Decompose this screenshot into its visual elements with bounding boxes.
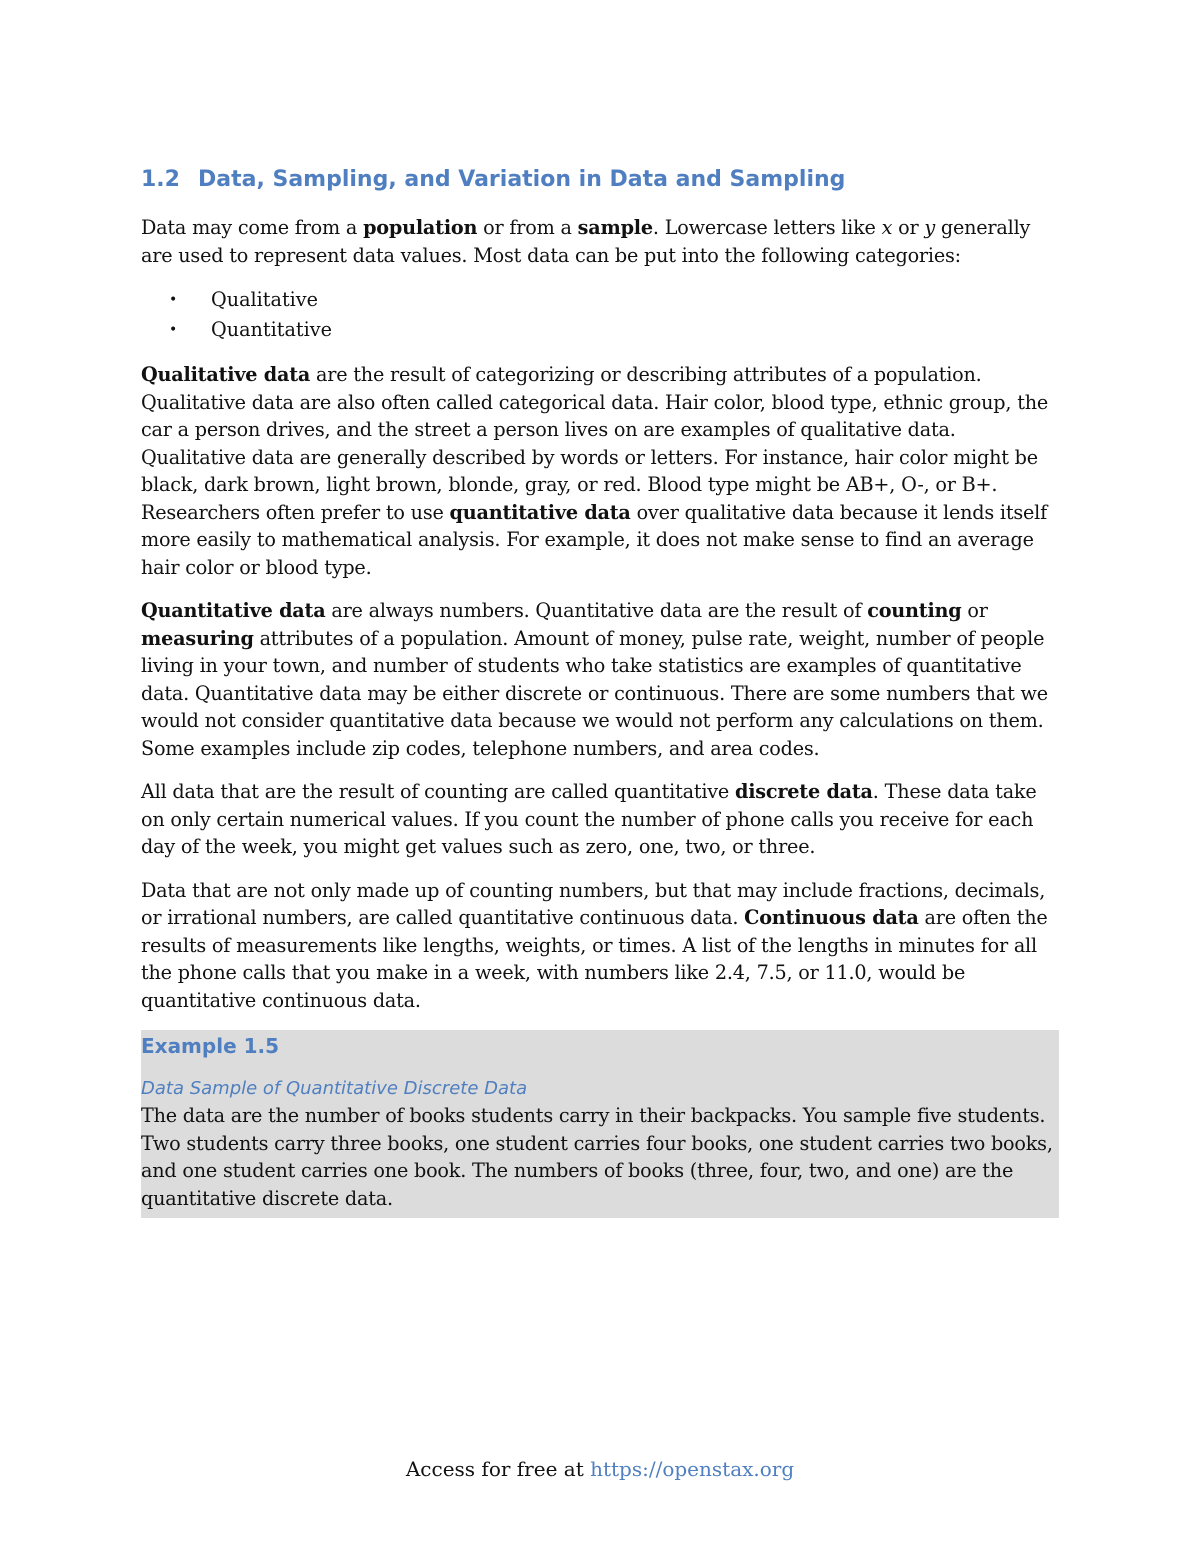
body-text: are often the results of measurements like lengths, weights, or times. A list of the lengths in minutes for all the phone calls that you make in a week, with numbers like 2.4, 7.5, or 11.0, would be quantitative continuous data. [141, 906, 1048, 1012]
body-text: or [961, 599, 988, 622]
variable-y: y [924, 216, 935, 239]
section-number: 1.2 [141, 167, 180, 192]
quantitative-paragraph [141, 597, 1061, 762]
discrete-paragraph [141, 778, 1061, 861]
intro-paragraph [141, 214, 1061, 269]
intro-text: or from a [477, 216, 578, 239]
bullet-icon: • [169, 292, 178, 308]
intro-text: . Lowercase letters like [652, 216, 882, 239]
example-body: The data are the number of books students carry in their backpacks. You sample five students. Two students carry three books, one student carries four books, one student carries two books, and one student carries one book. The numbers of books (three, four, two, and one) are the quantitative discrete data. [141, 1104, 1053, 1210]
term-population: population [363, 216, 478, 239]
example-label: Example 1.5 [141, 1034, 280, 1058]
body-text: All data that are the result of counting are called quantitative [141, 780, 735, 803]
intro-text: Data may come from a [141, 216, 364, 239]
openstax-link[interactable]: https://openstax.org [590, 1457, 795, 1481]
bullet-icon: • [169, 322, 178, 338]
term-discrete-data: discrete data [734, 780, 873, 803]
document-page [141, 160, 1061, 1218]
example-subtitle: Data Sample of Quantitative Discrete Data [141, 1078, 528, 1099]
body-text: . These data take on only certain numerical values. If you count the number of phone calls you receive for each day of the week, you might get values such as zero, one, two, or three. [141, 780, 1037, 858]
body-text: are the result of categorizing or describing attributes of a population. Qualitative data are also often called categorical data. Hair color, blood type, ethnic group, the car a person drives, and the street a person lives on are examples of qualitative data. Qualitative data are generally described by words or letters. For instance, hair color might be black, dark brown, light brown, blonde, gray, or red. Blood type might be AB+, O-, or B+. Researchers often prefer to use [141, 363, 1049, 524]
body-text: attributes of a population. Amount of money, pulse rate, weight, number of people living in your town, and number of students who take statistics are examples of quantitative data. Quantitative data may be either discrete or continuous. There are some numbers that we would not consider quantitative data because we would not perform any calculations on them. Some examples include zip codes, telephone numbers, and area codes. [141, 626, 1048, 760]
list-item-label: Qualitative [211, 288, 318, 311]
term-sample: sample [577, 216, 653, 239]
body-text: are always numbers. Quantitative data are the result of [325, 599, 868, 622]
body-text: over qualitative data because it lends itself more easily to mathematical analysis. For example, it does not make sense to find an average hair color or blood type. [141, 500, 1047, 579]
section-heading [141, 160, 1061, 200]
page-footer [0, 1454, 1200, 1484]
list-item [141, 315, 1061, 345]
category-list [141, 285, 1061, 345]
list-item-label: Quantitative [211, 318, 332, 341]
term-quantitative-data: quantitative data [449, 500, 631, 524]
term-measuring: measuring [141, 626, 254, 650]
example-box [141, 1030, 1059, 1218]
intro-text: generally are used to represent data values. Most data can be put into the following categories: [141, 216, 1031, 267]
term-continuous-data: Continuous data [744, 906, 919, 929]
section-title: Data, Sampling, and Variation in Data and Sampling [197, 167, 846, 192]
continuous-paragraph [141, 877, 1061, 1015]
qualitative-paragraph [141, 361, 1061, 581]
term-counting: counting [867, 599, 962, 622]
body-text: Data that are not only made up of counting numbers, but that may include fractions, decimals, or irrational numbers, are called quantitative continuous data. [141, 878, 1046, 929]
term-qualitative-data: Qualitative data [141, 363, 311, 386]
footer-text: Access for free at [405, 1457, 591, 1481]
list-item [141, 285, 1061, 315]
term-quantitative-data: Quantitative data [141, 599, 326, 622]
intro-text: or [892, 216, 925, 239]
variable-x: x [881, 216, 893, 239]
